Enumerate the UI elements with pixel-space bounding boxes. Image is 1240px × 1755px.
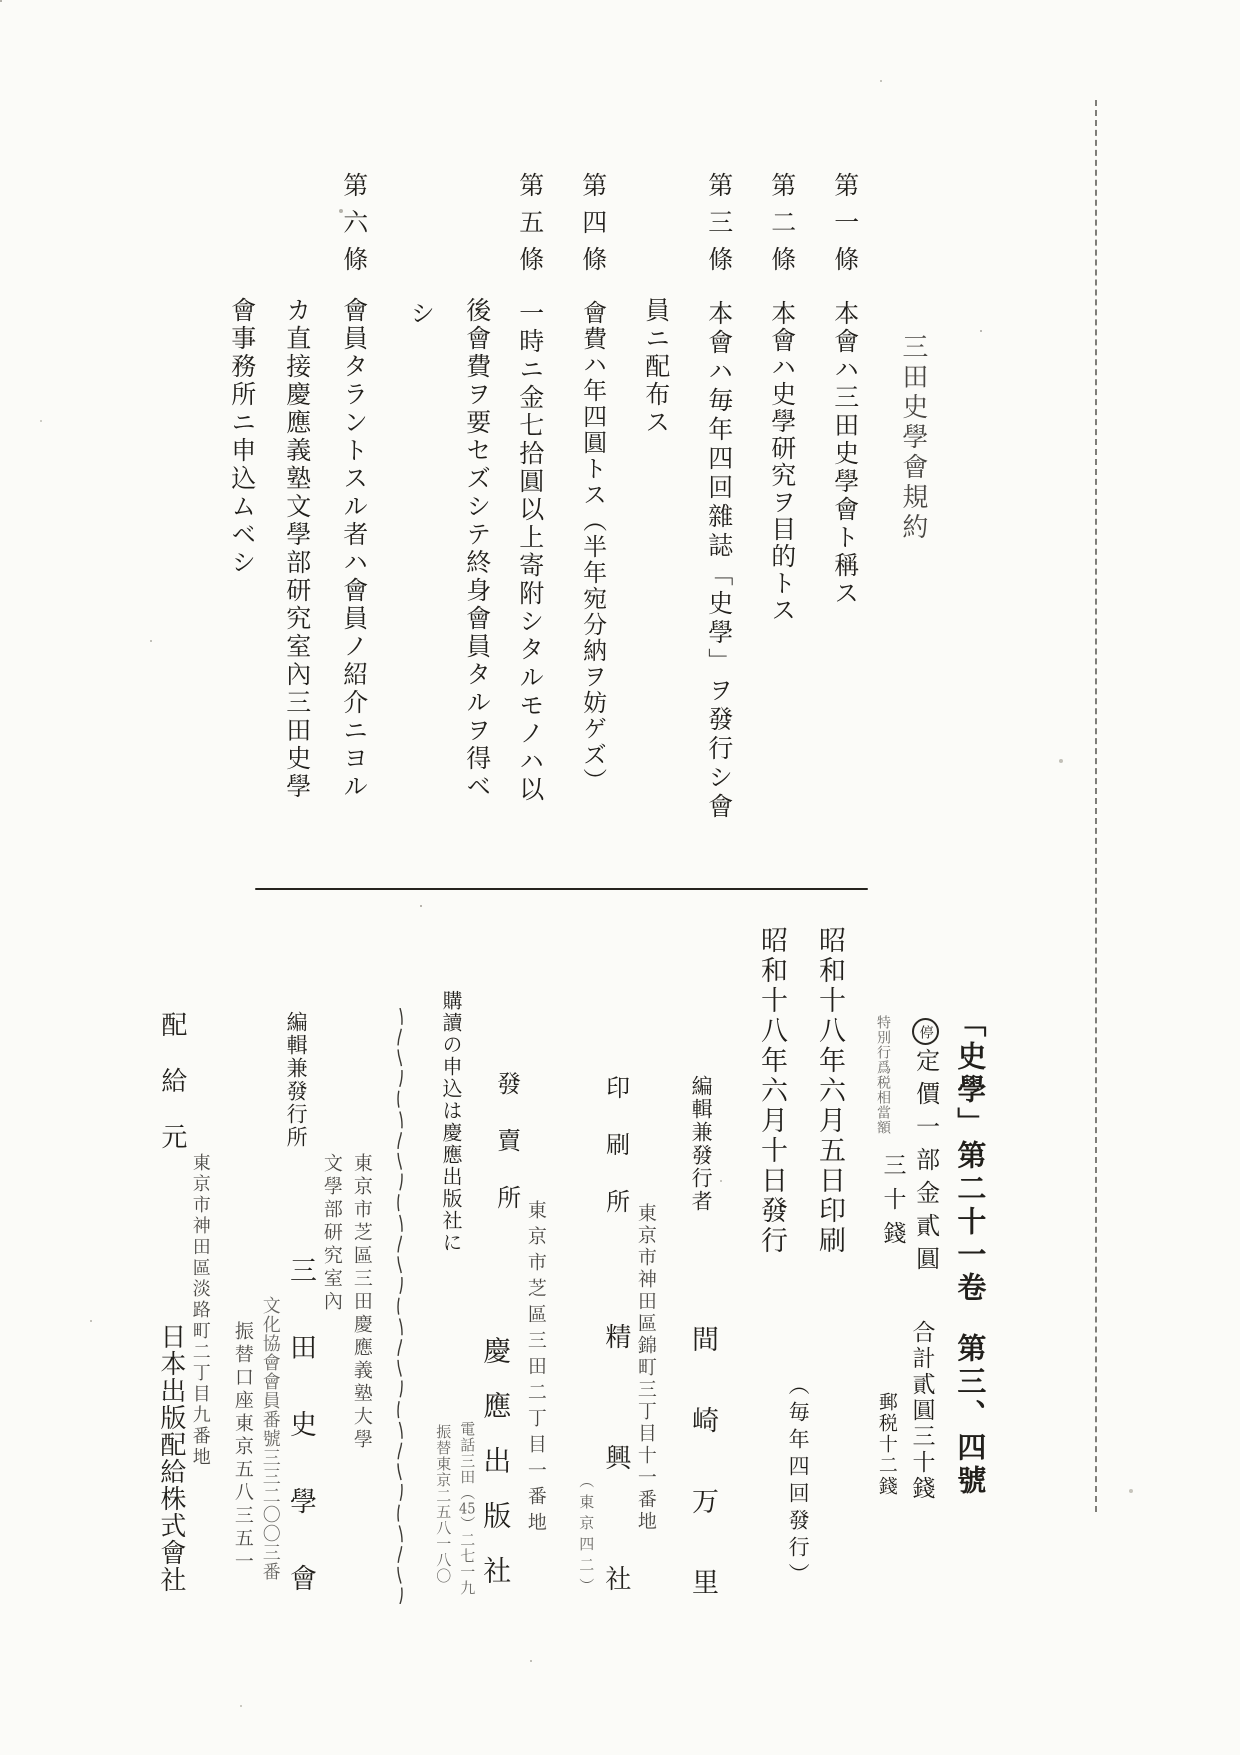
seller-address: 東京市芝區三田二丁目一番地 [524,1200,547,1538]
page-edge-line [1095,100,1097,1512]
tax-amount: 三十錢 [879,1153,906,1255]
regulations-title: 三田史學會規約 [897,333,928,543]
article-5-body-line-1: 一時ニ金七拾圓以上寄附シタルモノハ以 [515,300,545,804]
article-3-body-line-2: 員ニ配布ス [641,297,671,437]
office-label: 編輯兼發行所 [284,1011,309,1149]
article-6-body-line-2: カ直接慶應義塾文學部研究室內三田史學 [282,297,312,801]
price-control-mark-icon: 停 [912,1018,939,1045]
article-1-body: 本會ハ三田史學會ト稱ス [830,300,860,608]
subscription-note: 購讀の申込は慶應出版社に [439,990,463,1254]
frequency-note: （毎年四回發行） [786,1374,811,1590]
article-4-body: 會費ハ年四圓トス（半年宛分納ヲ妨ゲズ） [578,300,607,794]
printer-address: 東京市神田區錦町三丁目十一番地 [634,1203,657,1533]
office-address-2: 文學部研究室內 [320,1153,343,1314]
journal-title-column [953,1008,986,1498]
article-5-body-line-3: シ [406,300,436,328]
phone-exchange-number: 45 [459,1501,476,1516]
fixed-price: 定價一部金貳圓 [911,1048,940,1279]
seller-label: 發賣所 [492,1071,521,1242]
section-divider [255,888,868,890]
article-5-body-line-2: 後會費ヲ要セズシテ終身會員タルヲ得ベ [462,297,492,801]
journal-title: 「史學」第二十一卷 [953,1008,988,1305]
article-1-number: 第一條 [830,172,860,283]
price-total: 合計貳圓三十錢 [908,1320,935,1502]
issued-date: 昭和十八年六月十日發行 [756,926,788,1256]
article-4-number: 第四條 [578,172,608,283]
office-name: 三田史學會 [285,1256,317,1641]
fixed-price-column [911,1018,939,1279]
postage: 郵税十二錢 [875,1392,898,1497]
seller-transfer-account: 振替東京二五八一八〇 [434,1424,453,1584]
article-2-body: 本會ハ史學研究ヲ目的トス [767,300,797,624]
article-6-body-line-1: 會員タラントスル者ハ會員ノ紹介ニヨル [339,297,369,801]
article-5-number: 第五條 [515,172,545,283]
printer-location-note: （東京四二） [577,1473,596,1599]
article-2-number: 第二條 [767,172,797,283]
tax-note: 特別行爲税相當額 [875,1015,891,1135]
article-3-body-line-1: 本會ハ毎年四回雜誌「史學」ヲ發行シ會 [704,300,734,822]
office-membership-number: 文化協會會員番號三三二〇〇三番 [259,1296,281,1581]
article-3-number: 第三條 [704,172,734,283]
distributor-address: 東京市神田區淡路町二丁目九番地 [189,1153,211,1468]
printer-name: 精興社 [600,1323,631,1686]
scan-noise [0,0,2,2]
office-address-1: 東京市芝區三田慶應義塾大學 [350,1153,373,1452]
distributor-label: 配給元 [156,1011,187,1179]
article-6-number: 第六條 [339,172,369,283]
office-postal-transfer: 振替口座東京五八三五一 [231,1321,254,1574]
wavy-divider [395,1008,405,1604]
article-6-body-line-3: 會事務所ニ申込ムベシ [227,297,257,577]
printed-date: 昭和十八年六月五日印刷 [814,926,846,1256]
seller-name: 慶應出版社 [479,1336,513,1611]
editor-name: 間崎万里 [687,1325,719,1649]
editor-label: 編輯兼發行者 [689,1075,714,1213]
printer-label: 印刷所 [601,1075,630,1246]
issue-number: 第三、四號 [953,1333,988,1498]
seller-phone: 電話三田（45）二七一九 [458,1421,477,1596]
distributor-name: 日本出版配給株式會社 [155,1323,186,1593]
